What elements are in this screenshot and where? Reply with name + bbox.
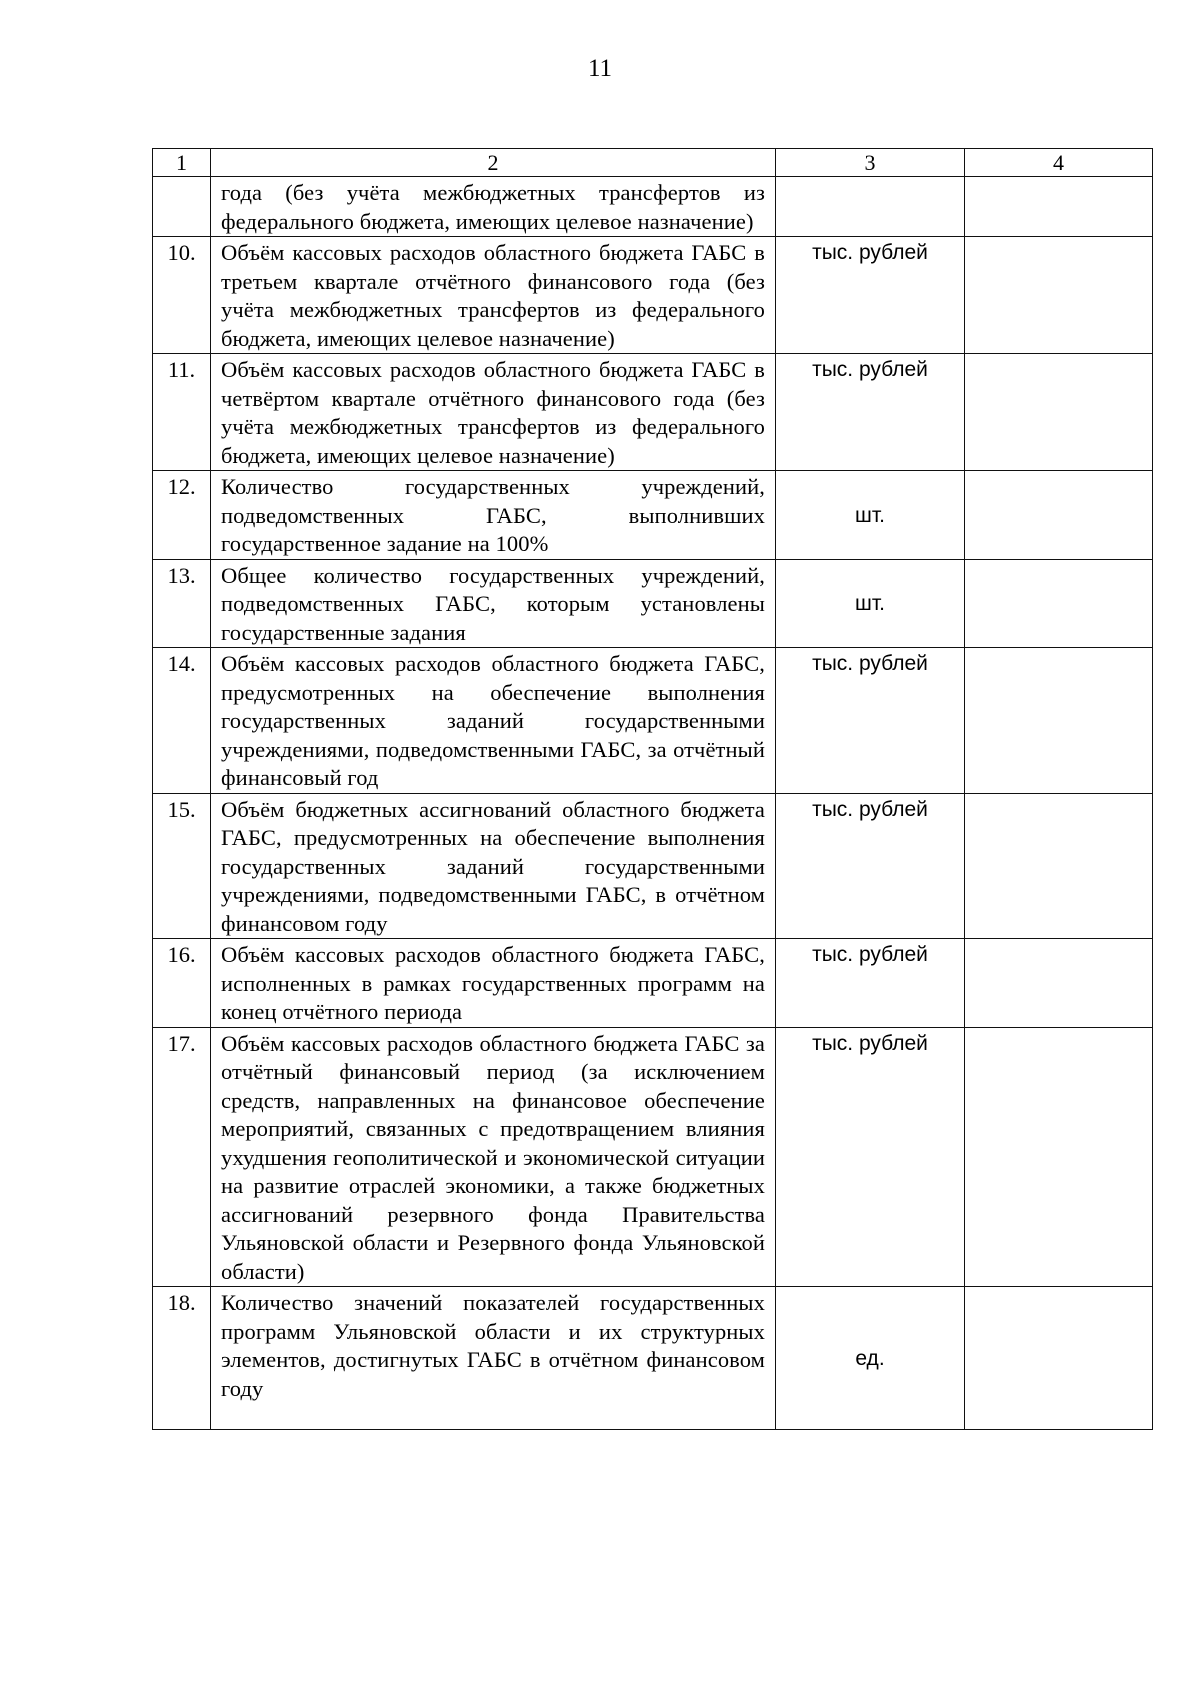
table-row — [153, 648, 1153, 794]
row-unit: тыс. рублей — [776, 939, 965, 1028]
table-row — [153, 939, 1153, 1028]
row-unit: тыс. рублей — [776, 1027, 965, 1287]
header-col-3: 3 — [776, 149, 965, 177]
row-unit: тыс. рублей — [776, 354, 965, 471]
table-row — [153, 1027, 1153, 1287]
row-description: Объём кассовых расходов областного бюджета ГАБС в третьем квартале отчётного финансового года (без учёта межбюджетных трансфертов из федерального бюджета, имеющих целевое назначение) — [211, 237, 776, 354]
row-description: Объём кассовых расходов областного бюджета ГАБС, предусмотренных на обеспечение выполнения государственных заданий государственными учреждениями, подведомственными ГАБС, за отчётный финансовый год — [211, 648, 776, 794]
row-description: Количество значений показателей государственных программ Ульяновской области и их структурных элементов, достигнутых ГАБС в отчётном финансовом году — [211, 1287, 776, 1430]
page-number: 11 — [587, 55, 613, 82]
table-row — [153, 237, 1153, 354]
row-value — [965, 939, 1153, 1028]
row-number: 16. — [153, 939, 211, 1028]
row-number: 13. — [153, 559, 211, 648]
row-value — [965, 471, 1153, 560]
row-description: Объём бюджетных ассигнований областного бюджета ГАБС, предусмотренных на обеспечение выполнения государственных заданий государственными учреждениями, подведомственными ГАБС, в отчётном финансовом году — [211, 793, 776, 939]
row-unit: тыс. рублей — [776, 793, 965, 939]
row-value — [965, 354, 1153, 471]
table-row — [153, 177, 1153, 237]
indicators-table — [152, 148, 1153, 1430]
table-row — [153, 471, 1153, 560]
row-value — [965, 793, 1153, 939]
row-description: Общее количество государственных учреждений, подведомственных ГАБС, которым установлены государственные задания — [211, 559, 776, 648]
row-value — [965, 559, 1153, 648]
row-number: 11. — [153, 354, 211, 471]
row-description: Объём кассовых расходов областного бюджета ГАБС за отчётный финансовый период (за исключением средств, направленных на финансовое обеспечение мероприятий, связанных с предотвращением влияния ухудшения геополитической и экономической ситуации на развитие отраслей экономики, а также бюджетных ассигнований резервного фонда Правительства Ульяновской области и Резервного фонда Ульяновской области) — [211, 1027, 776, 1287]
table-header-row — [153, 149, 1153, 177]
header-col-2: 2 — [211, 149, 776, 177]
row-number: 12. — [153, 471, 211, 560]
row-description: Объём кассовых расходов областного бюджета ГАБС, исполненных в рамках государственных программ на конец отчётного периода — [211, 939, 776, 1028]
row-description: Количество государственных учреждений, подведомственных ГАБС, выполнивших государственное задание на 100% — [211, 471, 776, 560]
row-unit: шт. — [776, 559, 965, 648]
row-description: Объём кассовых расходов областного бюджета ГАБС в четвёртом квартале отчётного финансового года (без учёта межбюджетных трансфертов из федерального бюджета, имеющих целевое назначение) — [211, 354, 776, 471]
row-number: 15. — [153, 793, 211, 939]
row-number: 14. — [153, 648, 211, 794]
row-unit: ед. — [776, 1287, 965, 1430]
row-value — [965, 1287, 1153, 1430]
header-col-1: 1 — [153, 149, 211, 177]
row-description: года (без учёта межбюджетных трансфертов из федерального бюджета, имеющих целевое назначение) — [211, 177, 776, 237]
row-number: 10. — [153, 237, 211, 354]
row-value — [965, 237, 1153, 354]
row-value — [965, 177, 1153, 237]
table-row — [153, 559, 1153, 648]
row-unit — [776, 177, 965, 237]
table-row — [153, 354, 1153, 471]
row-unit: тыс. рублей — [776, 237, 965, 354]
table-row — [153, 1287, 1153, 1430]
table-row — [153, 793, 1153, 939]
row-value — [965, 648, 1153, 794]
row-unit: шт. — [776, 471, 965, 560]
row-number: 17. — [153, 1027, 211, 1287]
row-number: 18. — [153, 1287, 211, 1430]
row-number — [153, 177, 211, 237]
row-unit: тыс. рублей — [776, 648, 965, 794]
row-value — [965, 1027, 1153, 1287]
header-col-4: 4 — [965, 149, 1153, 177]
